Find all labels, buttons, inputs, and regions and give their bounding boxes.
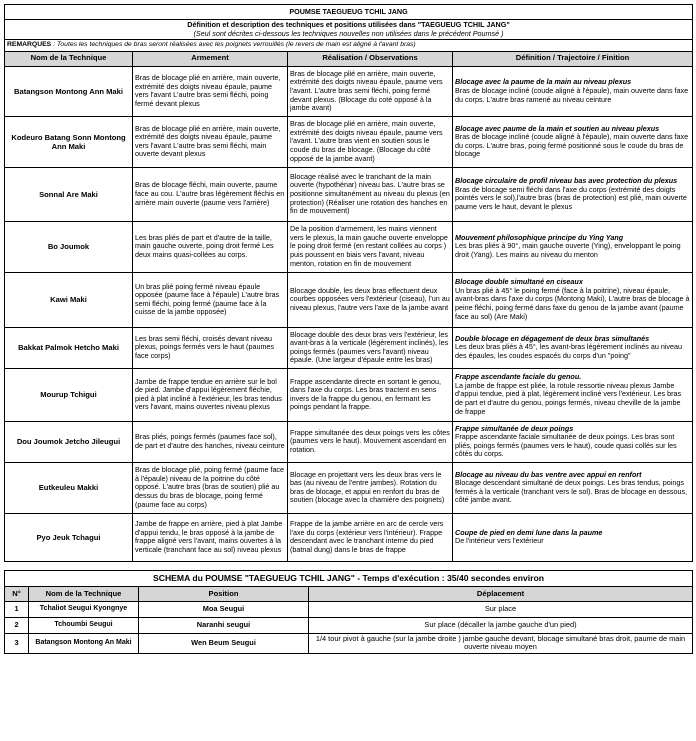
technique-name: Eutkeuleu Makki: [5, 462, 133, 513]
schema-row: [5, 601, 693, 617]
technique-definition: [453, 421, 693, 462]
technique-realisation: Bras de blocage plié en arrière, main ouverte, extrémité des doigts niveau épaule, paume vers l'avant. L'autre bras vient en soutien sous le coude du bras de blocage. (Blocage du côté opposé de la jambe avant): [288, 116, 453, 167]
technique-armement: Les bras semi fléchi, croisés devant niveau plexus, poings fermés vers le haut (paumes face corps): [133, 327, 288, 368]
schema-table: [4, 570, 693, 654]
technique-realisation: Frappe de la jambe arrière en arc de cercle vers l'axe du corps (extérieur vers l'intérieur). Frappe descendant avec le tranchant interne du pied (batnal dung) dans le bras de frappe: [288, 513, 453, 561]
table-row: [5, 167, 693, 221]
definition-text: Les deux bras pliés à 45°, les avant-bras légèrement inclinés au niveau des épaules, les coudes espacés du corps d'un "poing": [455, 342, 683, 361]
technique-definition: [453, 116, 693, 167]
technique-realisation: Blocage double des deux bras vers l'extérieur, les avant-bras à la verticale (légèrement inclinés), les poings fermés (paumes vers l'avant) niveau épaule. (Une largeur d'épaule entre les bras): [288, 327, 453, 368]
table-row: [5, 421, 693, 462]
definition-title: Frappe simultanée de deux poings: [455, 423, 574, 433]
schema-title: SCHEMA du POUMSE "TAEGUEUG TCHIL JANG" - Temps d'exécution : 35/40 secondes environ: [5, 570, 693, 586]
definition-text: Bras de blocage semi fléchi dans l'axe du corps (extrémité des doigts pointés vers le sol),l'autre bras (bras de protection) est plié, main ouverte paume vers le haut, devant le plexus: [455, 184, 687, 211]
technique-armement: Jambe de frappe en arrière, pied à plat Jambe d'appui tendu, le bras opposé à la jambe de frappe aligné vers l'avant, mains ouvertes à la verticale (tranchant face au sol) niveau plexus: [133, 513, 288, 561]
page: [4, 4, 692, 654]
schema-position: Naranhi seugui: [139, 617, 309, 633]
definition-text: La jambe de frappe est pliée, la rotule ressortie niveau plexus Jambe d'appui tendue, pied à plat, légèrement incliné vers l'extérieur. Les bras de part et d'autre du genou, poings fermés, niveau cheville de la jambe de frappe: [455, 380, 682, 416]
table-row: [5, 116, 693, 167]
schema-col-number: N°: [5, 586, 29, 601]
technique-name: Kawi Maki: [5, 272, 133, 327]
table-row: [5, 462, 693, 513]
definition-title: Double blocage en dégagement de deux bras simultanés: [455, 333, 650, 343]
schema-col-position: Position: [139, 586, 309, 601]
definition-title: Frappe ascendante faciale du genou.: [455, 372, 582, 382]
col-header-definition: Définition / Trajectoire / Finition: [453, 51, 693, 66]
technique-definition: [453, 513, 693, 561]
technique-definition: [453, 167, 693, 221]
technique-name: Sonnal Are Maki: [5, 167, 133, 221]
schema-number: 3: [5, 633, 29, 653]
table-row: [5, 272, 693, 327]
technique-armement: Bras de blocage plié en arrière, main ouverte, extrémité des doigts niveau épaule, paume vers l'avant L'autre bras semi fléchi, poing fermé devant plexus: [133, 66, 288, 116]
technique-name: Pyo Jeuk Tchagui: [5, 513, 133, 561]
remarks-label: REMARQUES: [7, 41, 52, 49]
definition-title: Blocage circulaire de profil niveau bas avec protection du plexus: [455, 176, 678, 186]
technique-definition: [453, 66, 693, 116]
schema-deplacement: 1/4 tour pivot à gauche (sur la jambe droite ) jambe gauche devant, blocage simultané bras droit, paume de main ouverte niveau moyen: [309, 633, 693, 653]
schema-row: [5, 633, 693, 653]
technique-definition: [453, 221, 693, 272]
schema-number: 1: [5, 601, 29, 617]
techniques-table: [4, 4, 693, 562]
definition-text: Bras de blocage incliné (coude aligné à l'épaule), main ouverte dans faxe du corps. L'autre bras ramené au niveau ceinture: [455, 85, 689, 104]
definition-text: Les bras pliés à 90°, main gauche ouverte (Ying), enveloppant le poing droit (Yang). Les mains au niveau du menton: [455, 241, 681, 260]
technique-definition: [453, 272, 693, 327]
technique-rows: [5, 66, 693, 561]
technique-armement: Les bras pliés de part et d'autre de la taille, main gauche ouverte, poing droit fermé Les deux mains quasi-collées au corps.: [133, 221, 288, 272]
schema-technique: Batangson Montong An Maki: [29, 633, 139, 653]
col-header-armement: Armement: [133, 51, 288, 66]
table-row: [5, 66, 693, 116]
technique-name: Bo Joumok: [5, 221, 133, 272]
schema-col-name: Nom de la Technique: [29, 586, 139, 601]
technique-realisation: Blocage double, les deux bras effectuent deux courbes opposées vers l'extérieur (ciseau), l'un au niveau plexus, l'autre vers l'axe de la jambe avant: [288, 272, 453, 327]
schema-technique: Tchaliot Seugui Kyongnye: [29, 601, 139, 617]
technique-realisation: De la position d'armement, les mains viennent vers le plexus, la main gauche ouverte enveloppe le poing droit fermé (en restant collées au corps ) puis poussent en biais vers l'avant, niveau menton, rotation en fin de mouvement: [288, 221, 453, 272]
definition-title: Blocage avec la paume de la main au niveau plexus: [455, 77, 632, 87]
definition-text: De l'intérieur vers l'extérieur: [455, 536, 544, 546]
remarks: [5, 40, 693, 52]
schema-deplacement: Sur place (décaller la jambe gauche d'un pied): [309, 617, 693, 633]
technique-name: Mourup Tchigui: [5, 368, 133, 421]
schema-technique: Tchoumbi Seugui: [29, 617, 139, 633]
technique-armement: Bras de blocage plié en arrière, main ouverte, extrémité des doigts niveau épaule, paume vers l'avant L'autre bras semi fléchi, main ouverte devant plexus: [133, 116, 288, 167]
technique-armement: Un bras plié poing fermé niveau épaule opposée (paume face à l'épaule) L'autre bras semi fléchi, poing fermé (paume face à la cuisse de la jambe opposée): [133, 272, 288, 327]
technique-armement: Bras de blocage fléchi, main ouverte, paume face au cou. L'autre bras légèrement fléchis en arrière main ouverte (paume vers l'arrière): [133, 167, 288, 221]
document-title: POUMSE TAEGUEUG TCHIL JANG: [5, 5, 693, 20]
table-row: [5, 368, 693, 421]
col-header-name: Nom de la Technique: [5, 51, 133, 66]
technique-armement: Bras de blocage plié, poing fermé (paume face à l'épaule) niveau de la poitrine du côté opposé. L'autre bras (bras de soutien) plié au dessus du bras de blocage, poing fermé (paume face au corps): [133, 462, 288, 513]
definition-text: Un bras plié à 45° le poing fermé (face à la poitrine), niveau épaule, avant-bras dans l'axe du corps (Montong Maki), L'autre bras de blocage à peine fléchi, poing fermé dans faxe du genou de la jambe avant (paume face au sol) (Are Maki): [455, 285, 690, 321]
technique-realisation: Blocage réalisé avec le tranchant de la main ouverte (hypothénar) niveau bas. L'autre bras se positionne simultanément au niveau du plexus (en protection) (Réaliser une rotation des hanches en fin de mouvement): [288, 167, 453, 221]
technique-armement: Bras pliés, poings fermés (paumes face sol), de part et d'autre des hanches, niveau ceinture: [133, 421, 288, 462]
schema-number: 2: [5, 617, 29, 633]
col-header-realisation: Réalisation / Observations: [288, 51, 453, 66]
schema-deplacement: Sur place: [309, 601, 693, 617]
technique-realisation: Blocage en projettant vers les deux bras vers le bas (au niveau de l'entre jambes). Rotation du bras de blocage, et appui en renfort du bras de soutien (blocage avec la chamière des poignets): [288, 462, 453, 513]
definition-text: Frappe ascendante faciale simultanée de deux poings. Les bras sont pliés, poings fermés (paumes vers le haut), coude quasi collés sur les côtés du corps.: [455, 432, 677, 459]
subtitle-text: Définition et description des techniques et positions utilisées dans "TAEGUEUG TCHIL JANG": [187, 20, 510, 29]
schema-row: [5, 617, 693, 633]
definition-title: Coupe de pied en demi lune dans la paume: [455, 527, 603, 537]
remarks-text: : Toutes les techniques de bras seront réalisées avec les poignets verrouillés (le revers de main est aligné à l'avant bras): [51, 41, 416, 49]
table-row: [5, 513, 693, 561]
technique-realisation: Frappe simultanée des deux poings vers les côtes (paumes vers le haut). Mouvement ascendant en rotation.: [288, 421, 453, 462]
definition-title: Blocage avec paume de la main et soutien au niveau plexus: [455, 123, 660, 133]
technique-definition: [453, 368, 693, 421]
technique-name: Kodeuro Batang Sonn Montong Ann Maki: [5, 116, 133, 167]
definition-text: Blocage descendant simultané de deux poings. Les bras tendus, poings fermés à la verticale (tranchant vers le sol). Bras de blocage en dessous, côté jambe avant.: [455, 478, 688, 505]
technique-name: Dou Joumok Jetcho Jileugui: [5, 421, 133, 462]
schema-position: Moa Seugui: [139, 601, 309, 617]
definition-title: Mouvement philosophique principe du Ying Yang: [455, 232, 624, 242]
table-row: [5, 221, 693, 272]
schema-position: Wen Beum Seugui: [139, 633, 309, 653]
technique-definition: [453, 462, 693, 513]
technique-name: Batangson Montong Ann Maki: [5, 66, 133, 116]
technique-definition: [453, 327, 693, 368]
technique-realisation: Bras de blocage plié en arrière, main ouverte, extrémité des doigts niveau épaule, paume vers l'avant. L'autre bras semi fléchi, poing fermé devant plexus. (Blocage du coté opposé à la jambe avant): [288, 66, 453, 116]
technique-armement: Jambe de frappe tendue en arrière sur le bol de pied. Jambe d'appui légèrement fléchie, pied à plat incliné à l'extérieur, les bras tendus vers l'avant, mains ouvertes niveau plexus: [133, 368, 288, 421]
section-gap: [4, 562, 692, 570]
technique-name: Bakkat Palmok Hetcho Maki: [5, 327, 133, 368]
document-subtitle: [5, 20, 693, 40]
definition-text: Bras de blocage incliné (coude aligné à l'épaule), main ouverte dans faxe du corps. L'autre bras, poing fermé positionné sous le coude du bras de blocage: [455, 132, 689, 159]
subtitle-note: (Seul sont décrites ci-dessous les techniques nouvelles non utilisées dans le précédent Poumsé ): [193, 28, 504, 38]
definition-title: Blocage au niveau du bas ventre avec appui en renfort: [455, 469, 642, 479]
schema-col-deplacement: Déplacement: [309, 586, 693, 601]
definition-title: Blocage double simultané en ciseaux: [455, 277, 583, 287]
technique-realisation: Frappe ascendante directe en sortant le genou, dans l'axe du corps. Les bras tractent en sens invers de la frappe du genou, en fermant les poings pendant la frappe.: [288, 368, 453, 421]
table-row: [5, 327, 693, 368]
schema-rows: [5, 601, 693, 653]
